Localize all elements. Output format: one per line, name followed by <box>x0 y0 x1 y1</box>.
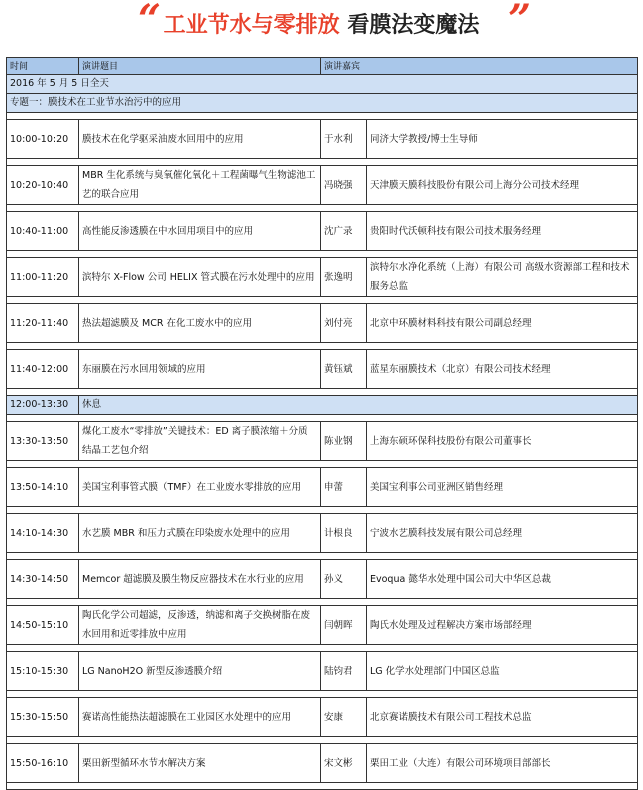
time-cell: 13:50-14:10 <box>7 468 79 507</box>
topic-cell: 专题一：膜技术在工业节水治污中的应用 <box>7 94 638 113</box>
title-dark: 看膜法变魔法 <box>347 13 480 38</box>
time-cell: 11:20-11:40 <box>7 304 79 343</box>
time-cell: 11:40-12:00 <box>7 350 79 389</box>
org-cell: 滨特尔水净化系统（上海）有限公司 高级水资源部工程和技术服务总监 <box>367 258 638 297</box>
title-cell: 滨特尔 X-Flow 公司 HELIX 管式膜在污水处理中的应用 <box>79 258 321 297</box>
title-cell: MBR 生化系统与臭氧催化氧化＋工程菌曝气生物滤池工艺的联合应用 <box>79 166 321 205</box>
spacer-cell <box>7 599 638 606</box>
quote-open: “ <box>138 0 162 43</box>
spacer-row <box>7 691 638 698</box>
spacer-row <box>7 599 638 606</box>
time-cell: 15:10-15:30 <box>7 652 79 691</box>
table-row <box>7 258 638 297</box>
title-cell: 赛诺高性能热法超滤膜在工业园区水处理中的应用 <box>79 698 321 737</box>
spacer-row <box>7 461 638 468</box>
speaker-cell: 孙义 <box>321 560 367 599</box>
speaker-cell: 黄钰斌 <box>321 350 367 389</box>
spacer-row <box>7 415 638 422</box>
page-header <box>0 0 643 48</box>
col-header-speaker: 演讲嘉宾 <box>321 58 638 75</box>
speaker-cell: 张逸明 <box>321 258 367 297</box>
speaker-cell: 安康 <box>321 698 367 737</box>
title-cell: 水艺膜 MBR 和压力式膜在印染废水处理中的应用 <box>79 514 321 553</box>
spacer-row <box>7 737 638 744</box>
table-row <box>7 698 638 737</box>
table-row <box>7 304 638 343</box>
org-cell: 北京中环膜材料科技有限公司副总经理 <box>367 304 638 343</box>
time-cell: 14:30-14:50 <box>7 560 79 599</box>
time-cell: 10:40-11:00 <box>7 212 79 251</box>
page-title <box>0 8 643 39</box>
table-row <box>7 468 638 507</box>
speaker-cell: 沈广录 <box>321 212 367 251</box>
speaker-cell: 计根良 <box>321 514 367 553</box>
speaker-cell: 刘付亮 <box>321 304 367 343</box>
org-cell: 同济大学教授/博士生导师 <box>367 120 638 159</box>
title-cell: Memcor 超滤膜及膜生物反应器技术在水行业的应用 <box>79 560 321 599</box>
speaker-cell: 于水利 <box>321 120 367 159</box>
spacer-row <box>7 783 638 790</box>
spacer-cell <box>7 205 638 212</box>
spacer-row <box>7 113 638 120</box>
title-cell: 陶氏化学公司超滤，反渗透，纳滤和离子交换树脂在废水回用和近零排放中应用 <box>79 606 321 645</box>
spacer-row <box>7 205 638 212</box>
table-header-row <box>7 58 638 75</box>
spacer-cell <box>7 507 638 514</box>
spacer-row <box>7 159 638 166</box>
date-cell: 2016 年 5 月 5 日全天 <box>7 75 638 94</box>
speaker-cell: 陆钧君 <box>321 652 367 691</box>
time-cell: 10:00-10:20 <box>7 120 79 159</box>
org-cell: Evoqua 懿华水处理中国公司大中华区总裁 <box>367 560 638 599</box>
org-cell: 宁波水艺膜科技发展有限公司总经理 <box>367 514 638 553</box>
time-cell: 15:30-15:50 <box>7 698 79 737</box>
table-row <box>7 744 638 783</box>
topic-row <box>7 94 638 113</box>
col-header-title: 演讲题目 <box>79 58 321 75</box>
time-cell: 10:20-10:40 <box>7 166 79 205</box>
spacer-cell <box>7 159 638 166</box>
title-cell: LG NanoH2O 新型反渗透膜介绍 <box>79 652 321 691</box>
title-red: 工业节水与零排放 <box>163 13 340 38</box>
spacer-cell <box>7 297 638 304</box>
speaker-cell: 冯晓强 <box>321 166 367 205</box>
time-cell: 14:10-14:30 <box>7 514 79 553</box>
table-row <box>7 350 638 389</box>
title-cell: 栗田新型循环水节水解决方案 <box>79 744 321 783</box>
title-cell: 煤化工废水“零排放”关键技术：ED 离子膜浓缩＋分质结晶工艺包介绍 <box>79 422 321 461</box>
table-row <box>7 212 638 251</box>
org-cell: 上海东硕环保科技股份有限公司董事长 <box>367 422 638 461</box>
col-header-time: 时间 <box>7 58 79 75</box>
spacer-cell <box>7 737 638 744</box>
spacer-cell <box>7 553 638 560</box>
spacer-row <box>7 553 638 560</box>
spacer-row <box>7 343 638 350</box>
speaker-cell: 宋文彬 <box>321 744 367 783</box>
org-cell: 北京赛诺膜技术有限公司工程技术总监 <box>367 698 638 737</box>
title-cell: 高性能反渗透膜在中水回用项目中的应用 <box>79 212 321 251</box>
title-cell: 东丽膜在污水回用领域的应用 <box>79 350 321 389</box>
time-cell: 14:50-15:10 <box>7 606 79 645</box>
table-row <box>7 606 638 645</box>
spacer-cell <box>7 113 638 120</box>
org-cell: 贵阳时代沃顿科技有限公司技术服务经理 <box>367 212 638 251</box>
break-time-cell: 12:00-13:30 <box>7 396 79 415</box>
spacer-row <box>7 389 638 396</box>
speaker-cell: 陈业钢 <box>321 422 367 461</box>
spacer-row <box>7 645 638 652</box>
org-cell: 栗田工业（大连）有限公司环境项目部部长 <box>367 744 638 783</box>
quote-close: ” <box>508 0 532 43</box>
spacer-cell <box>7 691 638 698</box>
spacer-cell <box>7 389 638 396</box>
spacer-cell <box>7 783 638 790</box>
spacer-row <box>7 297 638 304</box>
org-cell: 蓝星东丽膜技术（北京）有限公司技术经理 <box>367 350 638 389</box>
speaker-cell: 闫朝晖 <box>321 606 367 645</box>
time-cell: 11:00-11:20 <box>7 258 79 297</box>
title-cell: 膜技术在化学驱采油废水回用中的应用 <box>79 120 321 159</box>
schedule-table <box>6 57 638 790</box>
title-cell: 热法超滤膜及 MCR 在化工废水中的应用 <box>79 304 321 343</box>
spacer-row <box>7 507 638 514</box>
table-row <box>7 166 638 205</box>
table-row <box>7 422 638 461</box>
spacer-cell <box>7 461 638 468</box>
time-cell: 13:30-13:50 <box>7 422 79 461</box>
table-row <box>7 652 638 691</box>
time-cell: 15:50-16:10 <box>7 744 79 783</box>
spacer-row <box>7 251 638 258</box>
speaker-cell: 申蕾 <box>321 468 367 507</box>
spacer-cell <box>7 343 638 350</box>
org-cell: LG 化学水处理部门中国区总监 <box>367 652 638 691</box>
table-row <box>7 514 638 553</box>
spacer-cell <box>7 415 638 422</box>
break-label-cell: 休息 <box>79 396 638 415</box>
table-row <box>7 560 638 599</box>
spacer-cell <box>7 645 638 652</box>
org-cell: 天津膜天膜科技股份有限公司上海分公司技术经理 <box>367 166 638 205</box>
title-cell: 美国宝利事管式膜（TMF）在工业废水零排放的应用 <box>79 468 321 507</box>
break-row <box>7 396 638 415</box>
spacer-cell <box>7 251 638 258</box>
date-row <box>7 75 638 94</box>
table-row <box>7 120 638 159</box>
org-cell: 陶氏水处理及过程解决方案市场部经理 <box>367 606 638 645</box>
org-cell: 美国宝利事公司亚洲区销售经理 <box>367 468 638 507</box>
